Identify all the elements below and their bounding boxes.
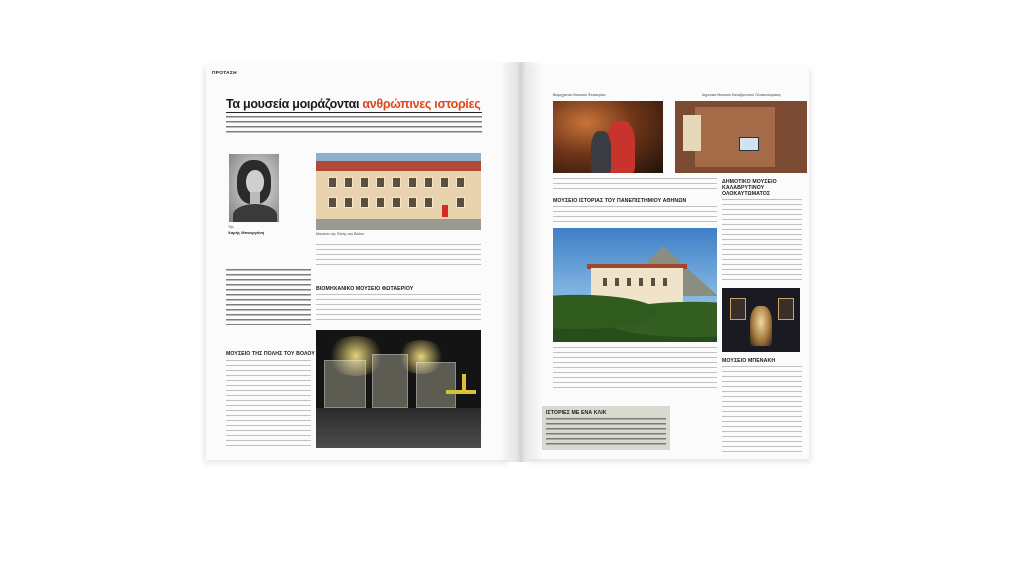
mpenaki-museum-photo bbox=[722, 288, 800, 352]
gas-works-museum-photo bbox=[316, 330, 481, 448]
mpenaki-museum-text bbox=[722, 366, 802, 452]
volos-museum-text bbox=[226, 360, 311, 448]
article-title bbox=[226, 97, 480, 111]
children-exhibit-photo bbox=[553, 101, 663, 173]
kalavryta-museum-heading: ΔΗΜΟΤΙΚΟ ΜΟΥΣΕΙΟ ΚΑΛΑΒΡΥΤΙΝΟΥ ΟΛΟΚΑΥΤΩΜΑΤΟΣ bbox=[722, 179, 777, 197]
article-title-accent: ανθρώπινες ιστορίες bbox=[362, 97, 481, 111]
stories-box-heading: ΙΣΤΟΡΙΕΣ ΜΕ ΕΝΑ ΚΛΙΚ bbox=[546, 410, 607, 416]
stories-box bbox=[542, 406, 670, 450]
stories-box-text bbox=[546, 418, 666, 446]
university-museum-heading: ΜΟΥΣΕΙΟ ΙΣΤΟΡΙΑΣ ΤΟΥ ΠΑΝΕΠΙΣΤΗΜΙΟΥ ΑΘΗΝΩΝ bbox=[553, 198, 687, 204]
gas-museum-text bbox=[553, 178, 717, 192]
author-prefix: Της bbox=[228, 225, 234, 229]
gas-museum-caption: Βιομηχανικό Μουσείο Φωταερίου bbox=[553, 93, 606, 97]
lead-paragraph bbox=[226, 269, 311, 325]
university-museum-text bbox=[553, 206, 717, 224]
right-magazine-page bbox=[528, 66, 809, 459]
article-title-main: Τα μουσεία μοιράζονται bbox=[226, 97, 363, 111]
kalavryta-museum-text bbox=[722, 199, 802, 283]
photography-museum-heading: ΒΙΟΜΗΧΑΝΙΚΟ ΜΟΥΣΕΙΟ ΦΩΤΑΕΡΙΟΥ bbox=[316, 286, 414, 292]
title-underline bbox=[226, 112, 482, 113]
author-portrait bbox=[229, 154, 279, 222]
photography-museum-text bbox=[316, 294, 481, 324]
photo-caption: Μουσείο της Πόλης του Βόλου bbox=[316, 232, 365, 236]
kalavryta-exhibit-photo bbox=[675, 101, 807, 173]
author-name: Χαρής Μπουργάνη bbox=[228, 230, 265, 235]
university-museum-body bbox=[553, 347, 717, 391]
university-museum-photo bbox=[553, 228, 717, 342]
left-magazine-page bbox=[206, 64, 510, 460]
volos-museum-heading: ΜΟΥΣΕΙΟ ΤΗΣ ΠΟΛΗΣ ΤΟΥ ΒΟΛΟΥ bbox=[226, 351, 315, 357]
kalavryta-caption: Δημοτικό Μουσείο Καλαβρυτινού Ολοκαυτώματος bbox=[702, 93, 782, 97]
volos-city-museum-photo bbox=[316, 153, 481, 230]
intro-paragraph bbox=[226, 116, 482, 136]
mpenaki-museum-heading: ΜΟΥΣΕΙΟ ΜΠΕΝΑΚΗ bbox=[722, 358, 776, 364]
volos-text bbox=[316, 244, 481, 268]
section-label: ΠΡΟΤΑΣΗ bbox=[212, 71, 237, 76]
